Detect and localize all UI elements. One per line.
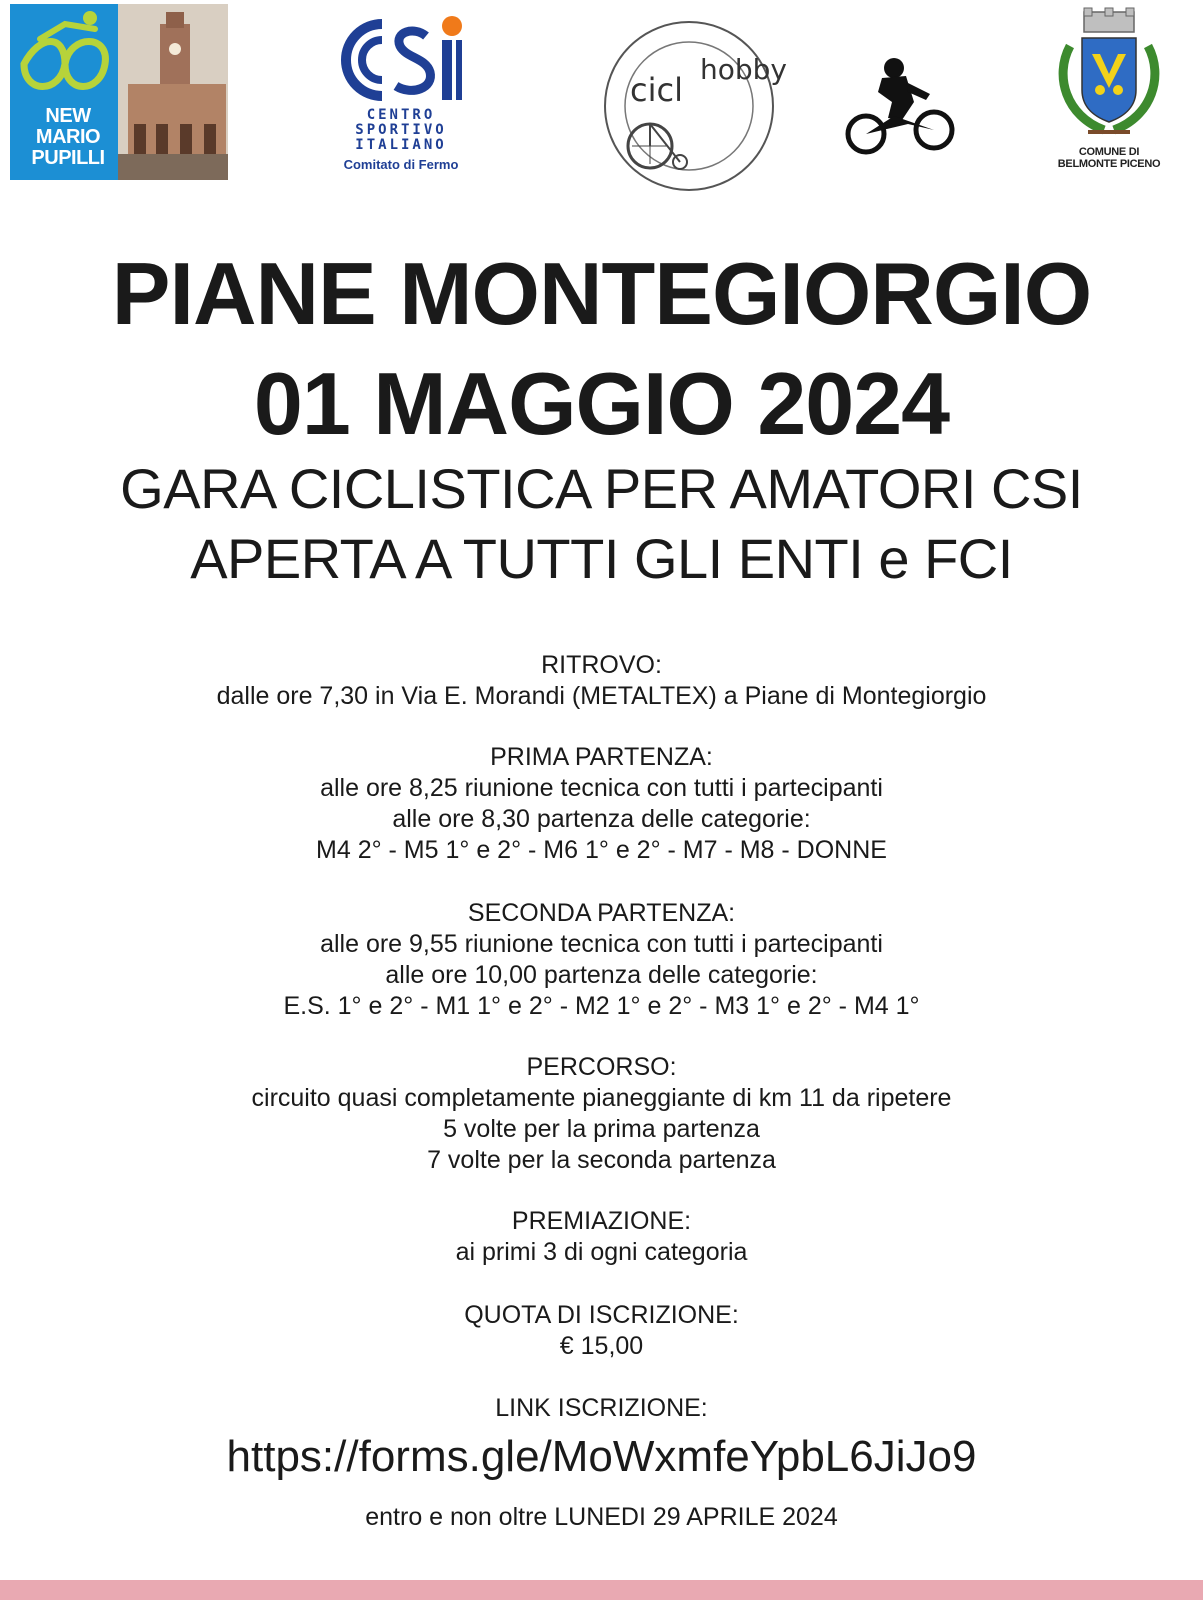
prima-line: alle ore 8,25 riunione tecnica con tutti i partecipanti: [320, 774, 883, 802]
csi-line2: SPORTIVO: [355, 122, 447, 138]
percorso-line: 7 volte per la seconda partenza: [427, 1146, 776, 1174]
pupilli-line1: NEW: [45, 105, 91, 127]
csi-logo: [334, 12, 468, 177]
csi-logo-text: [334, 108, 468, 153]
percorso-line: circuito quasi completamente pianeggiante di km 11 da ripetere: [251, 1084, 952, 1112]
event-subtitle-1: GARA CICLISTICA PER AMATORI CSI: [120, 457, 1083, 520]
funky-rider-team-logo: [822, 30, 972, 175]
csi-logo-subtitle: Comitato di Fermo: [343, 157, 459, 172]
link-heading: LINK ISCRIZIONE:: [495, 1394, 708, 1422]
event-title: PIANE MONTEGIORGIO: [111, 244, 1092, 343]
csi-line3: ITALIANO: [355, 137, 447, 153]
comune-crest-icon: [1048, 6, 1170, 146]
ritrovo-heading: RITROVO:: [541, 651, 662, 679]
registration-link[interactable]: https://forms.gle/MoWxmfeYpbL6JiJo9: [226, 1432, 977, 1481]
comune-logo-text: [1048, 146, 1170, 170]
seconda-line: E.S. 1° e 2° - M1 1° e 2° - M2 1° e 2° - M3 1° e 2° - M4 1°: [283, 992, 920, 1020]
section-link: [0, 1393, 1203, 1424]
premiazione-line: ai primi 3 di ogni categoria: [455, 1238, 748, 1266]
pupilli-line3: PUPILLI: [31, 147, 105, 169]
section-percorso: [0, 1052, 1203, 1176]
percorso-heading: PERCORSO:: [526, 1053, 677, 1081]
premiazione-heading: PREMIAZIONE:: [511, 1207, 692, 1235]
prima-line: alle ore 8,30 partenza delle categorie:: [392, 805, 811, 833]
comune-belmonte-piceno-logo: [1048, 6, 1170, 174]
csi-logo-graphic: [334, 12, 468, 104]
ciclohobby-word: cicl: [630, 71, 683, 109]
pupilli-logo-text: [18, 106, 118, 169]
csi-line1: CENTRO: [366, 107, 436, 123]
percorso-line: 5 volte per la prima partenza: [443, 1115, 760, 1143]
event-subtitle-2: APERTA A TUTTI GLI ENTI e FCI: [190, 527, 1013, 590]
section-ritrovo: [0, 650, 1203, 712]
sponsor-logos: [0, 0, 1203, 200]
seconda-line: alle ore 10,00 partenza delle categorie:: [385, 961, 818, 989]
bottom-bar: [0, 1580, 1203, 1600]
pupilli-line2: MARIO: [35, 126, 101, 148]
ciclohobby-hobby: hobby: [700, 53, 787, 86]
section-quota: [0, 1300, 1203, 1362]
section-seconda-partenza: [0, 898, 1203, 1022]
prima-heading: PRIMA PARTENZA:: [490, 743, 713, 771]
section-premiazione: [0, 1206, 1203, 1268]
event-date: 01 MAGGIO 2024: [253, 354, 950, 453]
section-prima-partenza: [0, 742, 1203, 866]
funky-rider-logo-graphic: [822, 30, 972, 175]
quota-line: € 15,00: [559, 1332, 644, 1360]
ciclohobby-logo-graphic: [600, 16, 787, 196]
quota-heading: QUOTA DI ISCRIZIONE:: [464, 1301, 739, 1329]
seconda-heading: SECONDA PARTENZA:: [467, 899, 736, 927]
registration-deadline: entro e non oltre LUNEDI 29 APRILE 2024: [365, 1503, 838, 1531]
seconda-line: alle ore 9,55 riunione tecnica con tutti i partecipanti: [320, 930, 883, 958]
comune-line1: COMUNE DI: [1078, 146, 1140, 158]
comune-line2: BELMONTE PICENO: [1057, 158, 1161, 170]
new-mario-pupilli-logo: [10, 4, 228, 180]
prima-line: M4 2° - M5 1° e 2° - M6 1° e 2° - M7 - M8 - DONNE: [316, 836, 887, 864]
ritrovo-line: dalle ore 7,30 in Via E. Morandi (METALTEX) a Piane di Montegiorgio: [216, 682, 987, 710]
ciclohobby-logo: [600, 16, 787, 196]
